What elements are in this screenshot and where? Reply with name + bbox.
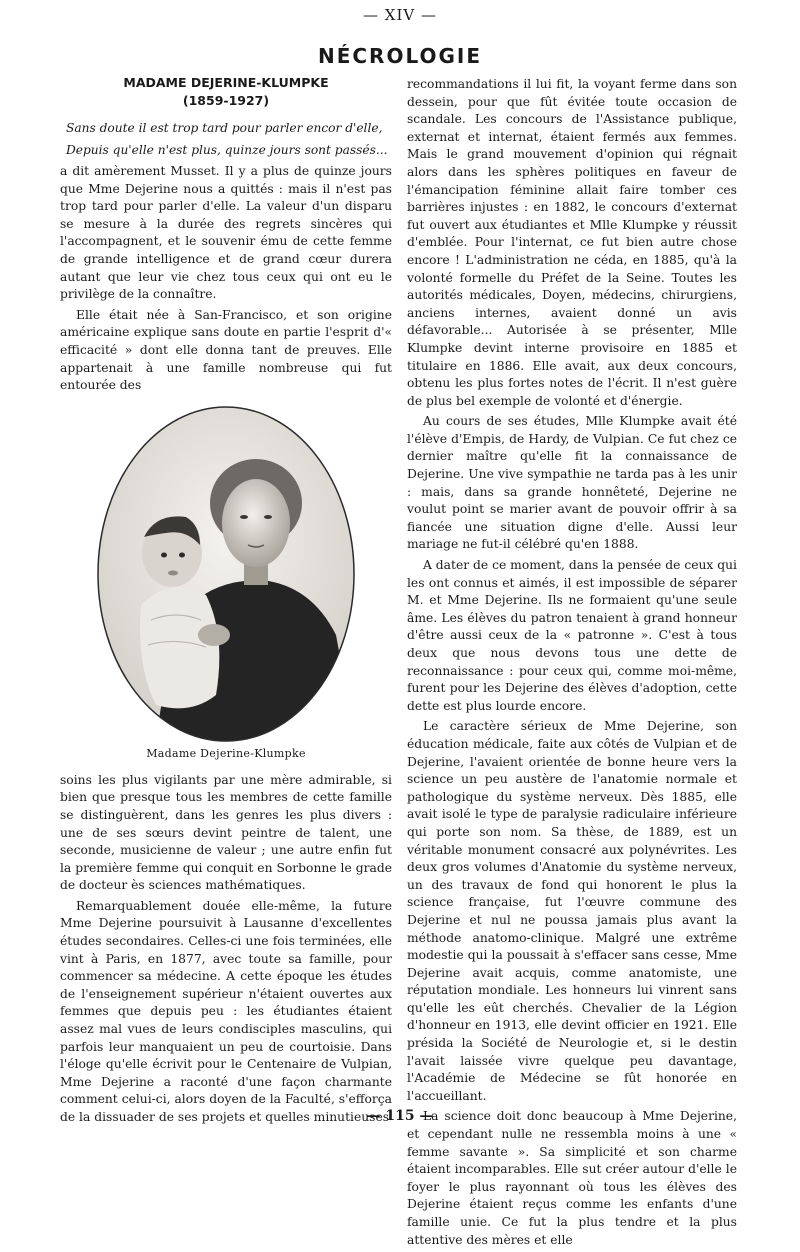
- paragraph: Au cours de ses études, Mlle Klumpke avait été l'élève d'Empis, de Hardy, de Vulpian. Ce fut chez ce dernier maître qu'elle fit la connaissance de Dejerine. Une vive sympathie ne tarda pas à les unir : mais, dans sa grande honnêteté, Dejerine ne voulut point se marier avant de pouvoir offrir à sa fiancée une situation digne d'elle. Aussi leur mariage ne fut-il célébré qu'en 1888.: [407, 414, 737, 552]
- page-number: — 115 —: [366, 1108, 434, 1124]
- paragraph: recommandations il lui fit, la voyant ferme dans son dessein, pour que fût évitée toute occasion de scandale. Les concours de l'Assistance publique, externat et internat, étaient fermés aux femmes. Mais le grand mouvement d'opinion qui régnait alors dans les sphères politiques en faveur de l'émancipation féminine allait faire tomber ces barrières injustes : en 1882, le concours d'externat fut ouvert aux étudiantes et Mlle Klumpke y réussit d'emblée. Pour l'internat, ce fut bien autre chose encore ! L'administration ne céda, en 1885, qu'à la volonté formelle du Préfet de la Seine. Toutes les autorités médicales, Doyen, médecins, chirurgiens, anciens internes, avaient donné un avis défavorable... Autorisée à se présenter, Mlle Klumpke devint interne provisoire en 1885 et titulaire en 1886. Elle avait, aux deux concours, obtenu les plus fortes notes de l'écrit. Il n'est guère de plus bel exemple de volonté et d'énergie.: [407, 77, 737, 408]
- article-dates: (1859-1927): [182, 93, 270, 108]
- paragraph: soins les plus vigilants par une mère admirable, si bien que presque tous les membres de cette famille se distinguèrent, dans les genres les plus divers : une de ses sœurs devint peintre de talent, une seconde, musicienne de valeur ; une autre enfin fut la première femme qui conquit en Sorbonne le grade de docteur ès sciences mathématiques.: [60, 772, 392, 893]
- right-column: [407, 76, 737, 1252]
- paragraph: Remarquablement douée elle-même, la future Mme Dejerine poursuivit à Lausanne d'excellentes études secondaires. Celles-ci une fois terminées, elle vint à Paris, en 1877, avec toute sa famille, pour commencer sa médecine. A cette époque les études de l'enseignement supérieur n'étaient ouvertes aux femmes que depuis peu : les étudiantes étaient assez mal vues de leurs condisciples masculins, qui parfois leur manquaient un peu de courtoisie. Dans l'éloge qu'elle écrivit pour le Centenaire de Vulpian, Mme Dejerine a raconté d'une façon charmante comment celui-ci, alors doyen de la Faculté, s'efforça de la dissuader de ses projets et quelles minutieuses: [60, 898, 392, 1124]
- section-title: NÉCROLOGIE: [317, 44, 483, 68]
- page-roman-numeral: — XIV —: [363, 6, 437, 24]
- paragraph: a dit amèrement Musset. Il y a plus de quinze jours que Mme Dejerine nous a quittés : mais il n'est pas trop tard pour parler d'elle. La valeur d'un disparu se mesure à la durée des regrets sincères qui l'accompagnent, et le souvenir ému de cette femme de grande intelligence et de grand cœur durera autant que leur vie chez tous ceux qui ont eu le privilège de la connaître.: [60, 164, 392, 302]
- paragraph: La science doit donc beaucoup à Mme Dejerine, et cependant nulle ne ressembla moins à une « femme savante ». Sa simplicité et son charme étaient incomparables. Elle sut créer autour d'elle le foyer le plus rayonnant où tous les élèves des Dejerine étaient reçus comme les enfants d'une famille unie. Ce fut la plus tendre et la plus attentive des mères et elle: [407, 1109, 737, 1247]
- portrait-photo: [96, 405, 356, 743]
- left-column: [60, 74, 392, 1130]
- article-name: MADAME DEJERINE-KLUMPKE: [123, 75, 329, 90]
- epigraph-line: Depuis qu'elle n'est plus, quinze jours sont passés...: [66, 142, 388, 157]
- portrait-caption: Madame Dejerine-Klumpke: [146, 746, 306, 760]
- epigraph-line: Sans doute il est trop tard pour parler encor d'elle,: [66, 121, 383, 135]
- paragraph: Le caractère sérieux de Mme Dejerine, son éducation médicale, faite aux côtés de Vulpian et de Dejerine, l'avaient orientée de bonne heure vers la science un peu austère de l'anatomie normale et pathologique du système nerveux. Dès 1885, elle avait isolé le type de paralysie radiculaire inférieure qui porte son nom. Sa thèse, de 1889, est un véritable monument consacré aux polynévrites. Les deux gros volumes d'Anatomie du système nerveux, un des travaux de fond qui honorent le plus la science française, fut l'œuvre commune des Dejerine et nul ne poussa jamais plus avant la méthode anatomo-clinique. Malgré une extrême modestie qui la poussait à s'effacer sans cesse, Mme Dejerine avait acquis, comme anatomiste, une réputation mondiale. Les honneurs lui vinrent sans qu'elle les eût cherchés. Chevalier de la Légion d'honneur en 1913, elle devint officier en 1921. Elle présida la Société de Neurologie et, si le destin l'avait laissée vivre quelque peu davantage, l'Académie de Médecine se fût honorée en l'accueillant.: [407, 719, 737, 1103]
- paragraph: A dater de ce moment, dans la pensée de ceux qui les ont connus et aimés, il est impossible de séparer M. et Mme Dejerine. Ils ne formaient qu'une seule âme. Les élèves du patron tenaient à grand honneur d'être aussi ceux de la « patronne ». C'est à tous deux que nous devons tous une dette de reconnaissance : pour ceux qui, comme moi-même, furent pour les Dejerine des élèves d'adoption, cette dette est plus lourde encore.: [407, 558, 737, 713]
- paragraph: Elle était née à San-Francisco, et son origine américaine explique sans doute en partie l'esprit d'« efficacité » dont elle donna tant de preuves. Elle appartenait à une famille nombreuse qui fut entourée des: [60, 307, 392, 393]
